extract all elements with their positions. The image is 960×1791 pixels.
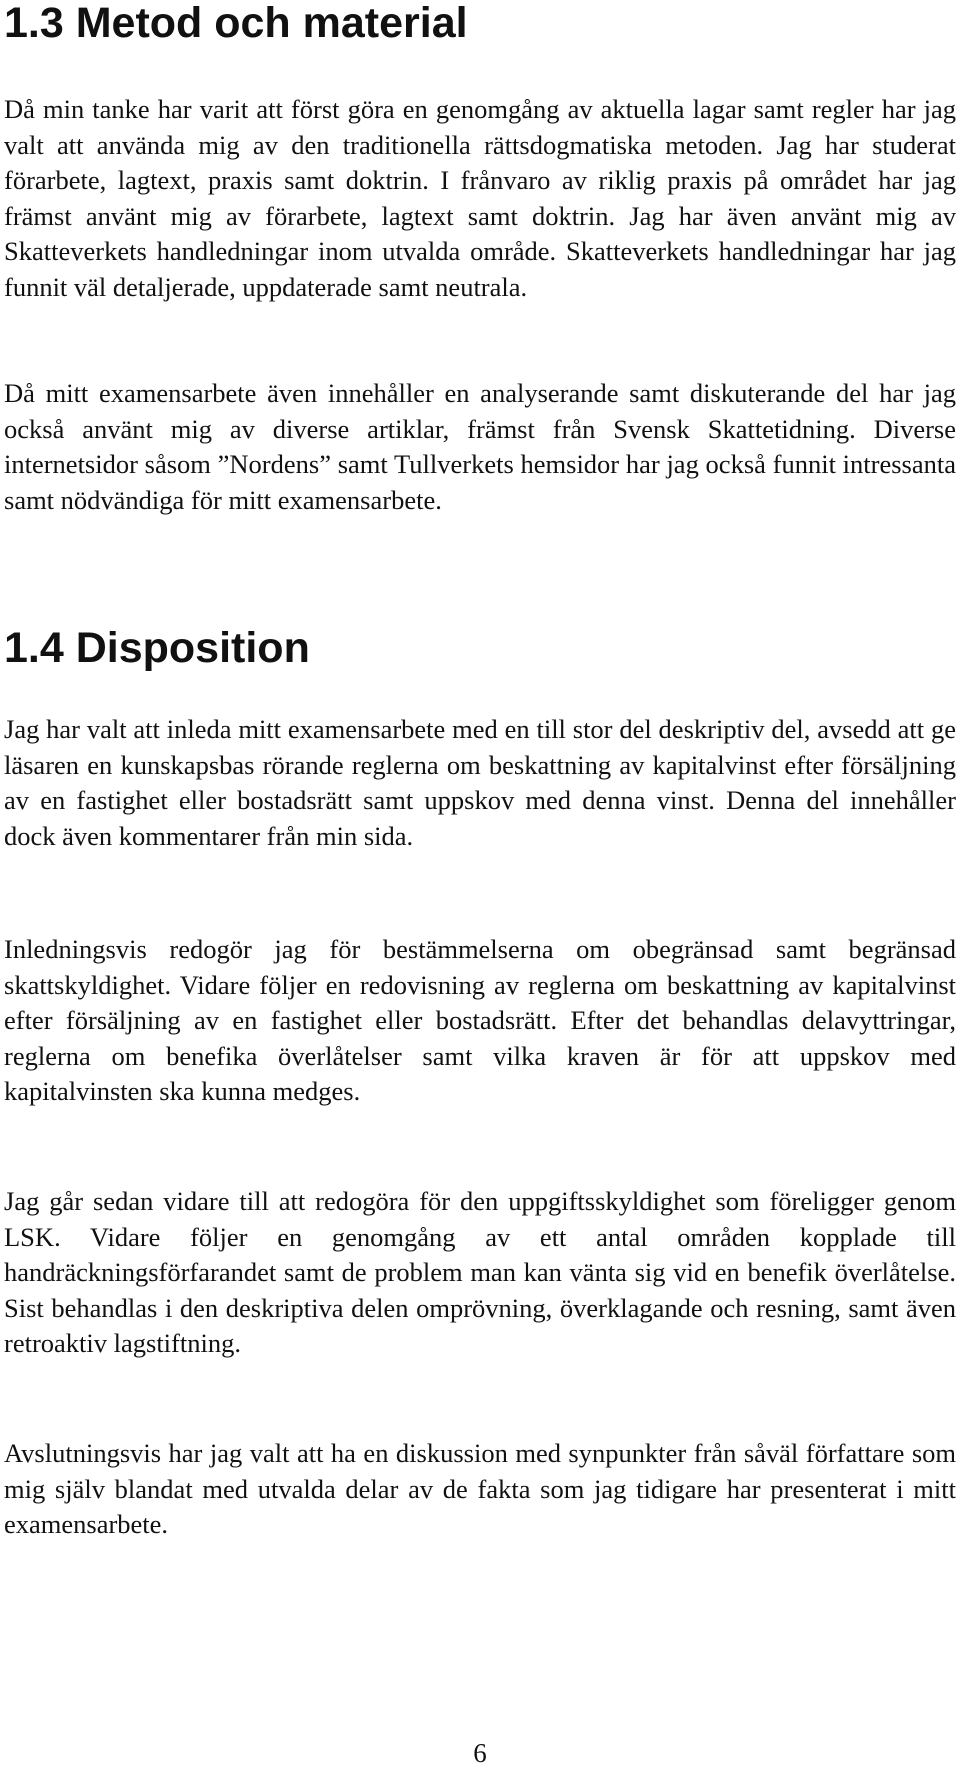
page-number: 6 bbox=[473, 1738, 487, 1768]
paragraph-metod-1: Då min tanke har varit att först göra en genomgång av aktuella lagar samt regler har jag valt att använda mig av den traditionella rättsdogmatiska metoden. Jag har studerat förarbete, lagtext, praxis samt doktrin. I frånvaro av riklig praxis på området har jag främst använt mig av förarbete, lagtext samt doktrin. Jag har även använt mig av Skatteverkets handledningar inom utvalda område. Skatteverkets handledningar har jag funnit väl detaljerade, uppdaterade samt neutrala. bbox=[4, 94, 956, 302]
section-heading-disposition: 1.4 Disposition bbox=[4, 624, 310, 672]
paragraph-disposition-3: Jag går sedan vidare till att redogöra för den uppgiftsskyldighet som föreligger genom LSK. Vidare följer en genomgång av ett antal områden kopplade till handräckningsförfarandet samt de problem man kan vänta sig vid en benefik överlåtelse. Sist behandlas i den deskriptiva delen omprövning, överklagande och resning, samt även retroaktiv lagstiftning. bbox=[4, 1186, 956, 1358]
paragraph-metod-2: Då mitt examensarbete även innehåller en analyserande samt diskuterande del har jag också använt mig av diverse artiklar, främst från Svensk Skattetidning. Diverse internetsidor såsom ”Nordens” samt Tullverkets hemsidor har jag också funnit intressanta samt nödvändiga för mitt examensarbete. bbox=[4, 378, 956, 515]
section-heading-metod-och-material: 1.3 Metod och material bbox=[4, 0, 468, 47]
paragraph-disposition-1: Jag har valt att inleda mitt examensarbete med en till stor del deskriptiv del, avsedd att ge läsaren en kunskapsbas rörande reglerna om beskattning av kapitalvinst efter försäljning av en fastighet eller bostadsrätt samt uppskov med denna vinst. Denna del innehåller dock även kommentarer från min sida. bbox=[4, 714, 956, 851]
paragraph-disposition-2: Inledningsvis redogör jag för bestämmelserna om obegränsad samt begränsad skattskyldighet. Vidare följer en redovisning av reglerna om beskattning av kapitalvinst efter försäljning av en fastighet eller bostadsrätt. Efter det behandlas delavyttringar, reglerna om benefika överlåtelser samt vilka kraven är för att uppskov med kapitalvinsten ska kunna medges. bbox=[4, 934, 956, 1106]
paragraph-disposition-4: Avslutningsvis har jag valt att ha en diskussion med synpunkter från såväl författare som mig själv blandat med utvalda delar av de fakta som jag tidigare har presenterat i mitt examensarbete. bbox=[4, 1438, 956, 1539]
